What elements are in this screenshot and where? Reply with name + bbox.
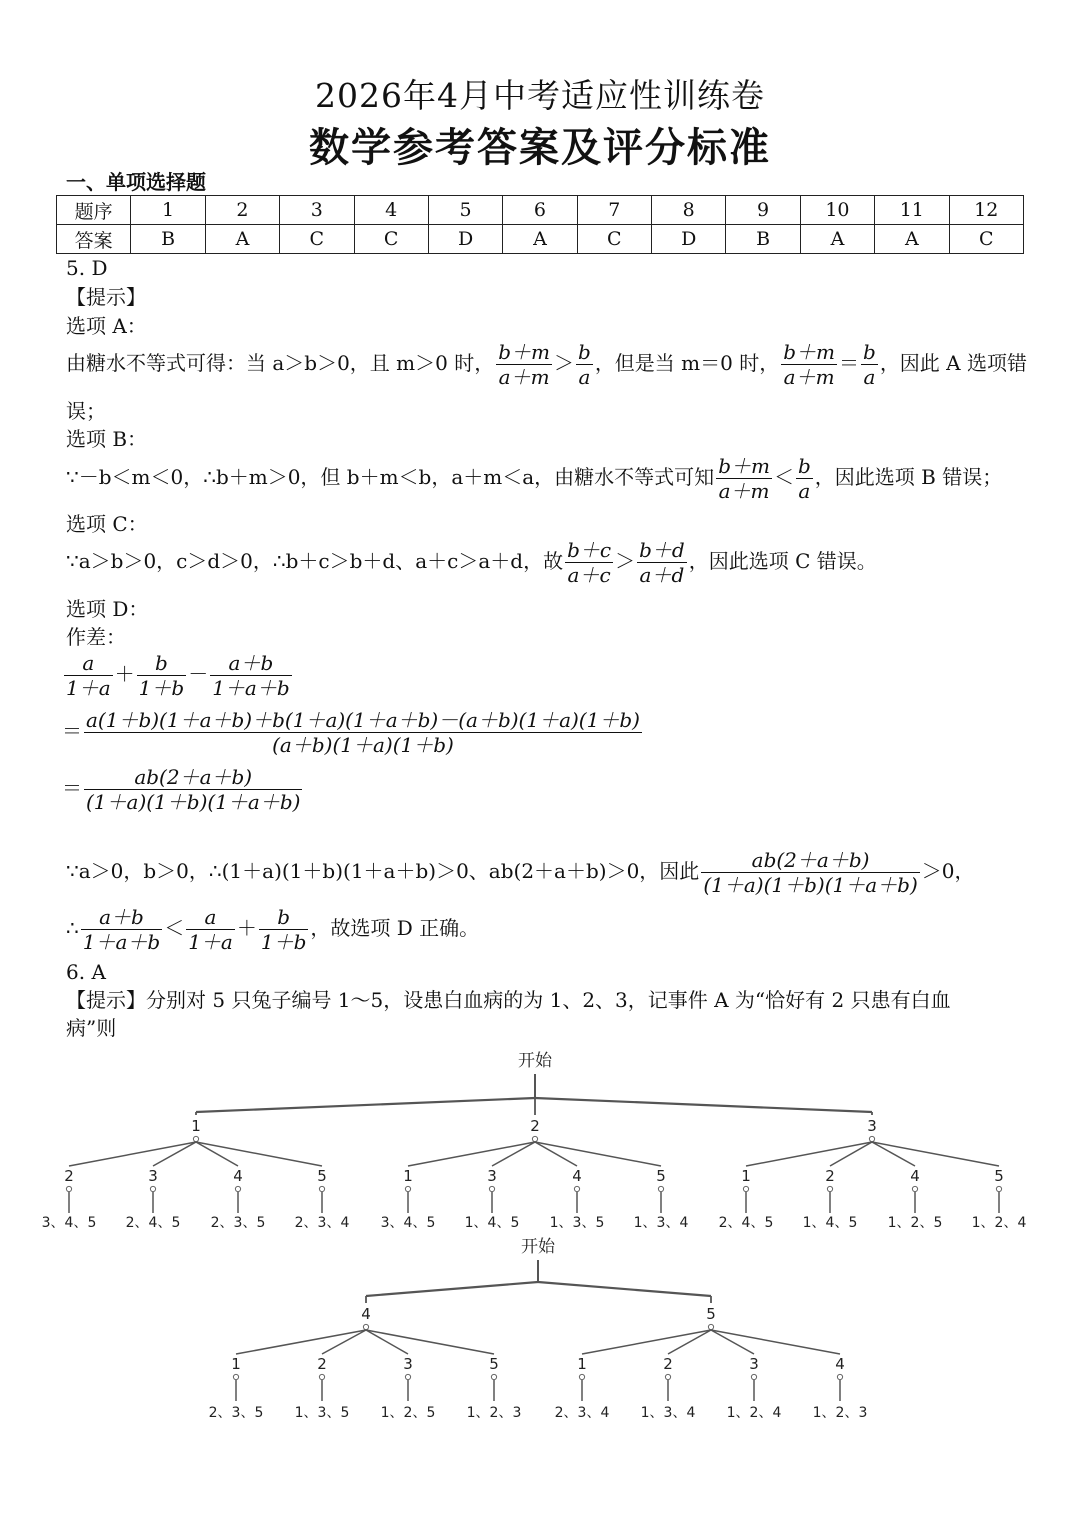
fraction-denominator: (1＋a)(1＋b)(1＋a＋b) (86, 790, 301, 814)
option-b-text: ∵－b＜m＜0，∴b＋m＞0，但 b＋m＜b，a＋m＜a，由糖水不等式可知 (66, 465, 715, 489)
operator: ＞ (615, 549, 636, 573)
difference-label: 作差： (66, 625, 126, 649)
fraction-denominator: 1＋a (66, 676, 111, 700)
fraction-denominator: a＋m (498, 365, 550, 389)
answer-table (56, 195, 1024, 254)
fraction-denominator: (a＋b)(1＋a)(1＋b) (272, 733, 454, 757)
tree-branch (535, 1142, 661, 1166)
fraction-numerator: ab(2＋a＋b) (84, 765, 302, 790)
tree-leaf-label: 1、2、3 (812, 1405, 868, 1421)
tree-node-dot (405, 1186, 410, 1191)
fraction (565, 538, 613, 587)
tree-node-dot (532, 1136, 537, 1141)
tree-diagram (0, 1040, 1080, 1440)
tree-leaf-label: 1、2、5 (380, 1405, 436, 1421)
table-row-answers (57, 225, 1024, 254)
fraction-numerator: a (64, 651, 113, 676)
fraction-numerator: a＋b (81, 905, 162, 930)
table-cell: 11 (875, 196, 949, 225)
fraction-denominator: a (798, 479, 811, 503)
tree-node-dot (751, 1374, 756, 1379)
tree-node-dot (235, 1186, 240, 1191)
tree-level2-label: 3 (749, 1355, 759, 1373)
tree-leaf-label: 1、2、3 (466, 1405, 522, 1421)
tree-level2-label: 5 (656, 1167, 666, 1185)
table-cell: 2 (205, 196, 279, 225)
derivation-text: ，故选项 D 正确。 (310, 916, 480, 940)
fraction (210, 651, 291, 700)
table-cell: A (875, 225, 949, 254)
tree-leaf-label: 2、4、5 (125, 1215, 181, 1231)
tree-leaf-label: 2、4、5 (718, 1215, 774, 1231)
tree-node-dot (66, 1186, 71, 1191)
tree-level2-label: 4 (835, 1355, 845, 1373)
tree-level2-label: 3 (403, 1355, 413, 1373)
fraction (701, 848, 919, 897)
fraction-numerator: a＋b (210, 651, 291, 676)
table-cell: C (280, 225, 354, 254)
operator: ＞ (554, 351, 574, 375)
option-c-line (66, 538, 877, 587)
tree-level2-label: 5 (994, 1167, 1004, 1185)
tree-node-dot (837, 1374, 842, 1379)
tree-branch (746, 1142, 872, 1166)
fraction-numerator: a(1＋b)(1＋a＋b)＋b(1＋a)(1＋a＋b)－(a＋b)(1＋a)(1＋b) (86, 708, 640, 732)
table-cell: B (726, 225, 800, 254)
table-cell: 1 (131, 196, 205, 225)
fraction (137, 651, 187, 700)
table-cell: C (577, 225, 651, 254)
fraction (496, 340, 552, 389)
tree-leaf-label: 1、3、5 (294, 1405, 350, 1421)
tree-branch (236, 1330, 366, 1354)
fraction (861, 340, 878, 389)
derivation-line-3 (62, 765, 304, 814)
operator: ＜ (164, 916, 185, 940)
fraction (186, 905, 235, 954)
tree-level2-label: 3 (487, 1167, 497, 1185)
table-cell: 6 (503, 196, 577, 225)
tree-node-dot (319, 1374, 324, 1379)
table-cell: 3 (280, 196, 354, 225)
option-a-text: ，因此 A 选项错 (879, 351, 1027, 375)
tree-node-dot (743, 1186, 748, 1191)
fraction-denominator: 1＋b (260, 930, 307, 954)
q5-heading: 5. D (66, 256, 108, 280)
fraction-numerator: b (797, 454, 811, 478)
fraction-numerator: b (137, 651, 187, 676)
tree-level2-label: 1 (231, 1355, 241, 1373)
tree-leaf-label: 1、2、4 (726, 1405, 782, 1421)
table-cell: C (354, 225, 428, 254)
tree-node-dot (491, 1374, 496, 1379)
option-b-line (66, 454, 1002, 503)
tree-node-dot (193, 1136, 198, 1141)
operator: ＝ (62, 719, 82, 743)
tree-level2-label: 3 (148, 1167, 158, 1185)
derivation-text: ＞0， (921, 859, 975, 883)
tree-branch (366, 1330, 494, 1354)
table-cell: 7 (577, 196, 651, 225)
tree-node-dot (574, 1186, 579, 1191)
fraction-numerator: b (863, 340, 876, 364)
fraction (84, 765, 302, 814)
fraction (64, 651, 113, 700)
table-cell: C (949, 225, 1024, 254)
tree-leaf-label: 2、3、5 (208, 1405, 264, 1421)
fraction (259, 905, 309, 954)
tree-level2-label: 2 (663, 1355, 673, 1373)
operator: ∴ (66, 916, 79, 940)
fraction-numerator: b＋c (567, 538, 612, 562)
option-c-label: 选项 C： (66, 512, 148, 536)
tree-leaf-label: 1、3、5 (549, 1215, 605, 1231)
tree-branch (535, 1098, 872, 1112)
tree-level2-label: 4 (910, 1167, 920, 1185)
option-a-wrap: 误； (66, 399, 106, 423)
table-cell: B (131, 225, 205, 254)
table-row-numbers (57, 196, 1024, 225)
option-d-label: 选项 D： (66, 597, 149, 621)
option-a-text: ，但是当 m＝0 时， (594, 351, 780, 375)
tree-leaf-label: 2、3、4 (294, 1215, 350, 1231)
fraction (576, 340, 593, 389)
tree-node-dot (912, 1186, 917, 1191)
table-cell: D (652, 225, 726, 254)
fraction (716, 454, 772, 503)
fraction-denominator: a＋d (639, 563, 685, 587)
tree-node-dot (405, 1374, 410, 1379)
tree-level2-label: 5 (489, 1355, 499, 1373)
fraction-denominator: a＋c (567, 563, 611, 587)
q6-hint-line1: 【提示】分别对 5 只兔子编号 1～5，设患白血病的为 1、2、3，记事件 A 为“恰好有 2 只患有白血 (66, 988, 951, 1012)
table-cell: D (428, 225, 502, 254)
option-b-text: ，因此选项 B 错误； (814, 465, 1003, 489)
fraction-numerator: b (578, 340, 591, 364)
derivation-line-1 (62, 651, 294, 700)
tree-node-dot (708, 1324, 713, 1329)
tree-leaf-label: 1、2、5 (887, 1215, 943, 1231)
derivation-line-5 (66, 905, 479, 954)
tree-node-dot (579, 1374, 584, 1379)
table-header-cell: 答案 (57, 225, 131, 254)
tree-node-dot (869, 1136, 874, 1141)
tree-root-label: 开始 (518, 1051, 552, 1071)
fraction (796, 454, 813, 503)
fraction-numerator: b＋d (639, 538, 685, 562)
option-c-text: ∵a＞b＞0，c＞d＞0，∴b＋c＞b＋d、a＋c＞a＋d，故 (66, 549, 564, 573)
tree-node-dot (658, 1186, 663, 1191)
fraction-denominator: a (578, 365, 591, 389)
fraction-denominator: 1＋a＋b (212, 676, 290, 700)
tree-branch (408, 1142, 535, 1166)
q6-heading: 6. A (66, 960, 106, 984)
tree-branch (69, 1142, 196, 1166)
tree-node-dot (489, 1186, 494, 1191)
option-b-label: 选项 B： (66, 427, 148, 451)
title-line1: 2026年4月中考适应性训练卷 (315, 76, 765, 115)
table-cell: 4 (354, 196, 428, 225)
tree-level2-label: 1 (577, 1355, 587, 1373)
fraction (781, 340, 837, 389)
tree-node-dot (150, 1186, 155, 1191)
tree-node-dot (233, 1374, 238, 1379)
tree-node-dot (827, 1186, 832, 1191)
tree-level2-label: 2 (64, 1167, 74, 1185)
tree-branch (872, 1142, 999, 1166)
derivation-line-2 (62, 708, 644, 757)
operator: ＜ (773, 465, 794, 489)
tree-node-dot (996, 1186, 1001, 1191)
option-a-label: 选项 A： (66, 314, 147, 338)
operator: ＋ (236, 916, 257, 940)
tree-node-dot (665, 1374, 670, 1379)
q6-hint-line2: 病”则 (66, 1016, 117, 1040)
table-header-cell: 题序 (57, 196, 131, 225)
tree-branch (366, 1282, 538, 1296)
fraction-numerator: a (186, 905, 235, 930)
tree-level2-label: 1 (403, 1167, 413, 1185)
tree-branch (582, 1330, 711, 1354)
tree-node-dot (363, 1324, 368, 1329)
tree-leaf-label: 2、3、5 (210, 1215, 266, 1231)
fraction-numerator: ab(2＋a＋b) (701, 848, 919, 873)
tree-level2-label: 2 (825, 1167, 835, 1185)
tree-branch (711, 1330, 840, 1354)
option-a-line (66, 340, 1027, 389)
fraction-numerator: b＋m (718, 454, 770, 478)
derivation-line-4 (66, 848, 975, 897)
tree-level2-label: 4 (572, 1167, 582, 1185)
derivation-text: ∵a＞0，b＞0，∴(1＋a)(1＋b)(1＋a＋b)＞0、ab(2＋a＋b)＞0，因此 (66, 859, 700, 883)
section-heading: 一、单项选择题 (66, 170, 206, 194)
fraction (84, 708, 642, 757)
tree-leaf-label: 3、4、5 (41, 1215, 97, 1231)
fraction-denominator: 1＋a (188, 930, 233, 954)
table-cell: 10 (800, 196, 874, 225)
fraction (81, 905, 162, 954)
operator: － (188, 662, 209, 686)
table-cell: 5 (428, 196, 502, 225)
tree-leaf-label: 1、3、4 (640, 1405, 696, 1421)
tree-level1-label: 4 (361, 1305, 371, 1323)
tree-level1-label: 5 (706, 1305, 716, 1323)
tree-node-dot (319, 1186, 324, 1191)
tree-leaf-label: 1、4、5 (464, 1215, 520, 1231)
tree-branch (196, 1098, 535, 1112)
tree-level1-label: 2 (530, 1117, 540, 1135)
tree-level2-label: 4 (233, 1167, 243, 1185)
q5-hint-label: 【提示】 (66, 285, 146, 309)
fraction-numerator: b＋m (783, 340, 835, 364)
table-cell: A (205, 225, 279, 254)
operator: ＝ (839, 351, 859, 375)
table-cell: 12 (949, 196, 1024, 225)
table-cell: A (800, 225, 874, 254)
operator: ＝ (62, 776, 82, 800)
fraction-denominator: a＋m (783, 365, 835, 389)
fraction-denominator: 1＋b (138, 676, 185, 700)
fraction-denominator: a＋m (718, 479, 770, 503)
tree-level2-label: 5 (317, 1167, 327, 1185)
title-line2: 数学参考答案及评分标准 (309, 125, 771, 171)
fraction-numerator: b (259, 905, 309, 930)
tree-level2-label: 1 (741, 1167, 751, 1185)
tree-leaf-label: 1、3、4 (633, 1215, 689, 1231)
option-c-text: ，因此选项 C 错误。 (688, 549, 877, 573)
operator: ＋ (114, 662, 135, 686)
fraction (637, 538, 687, 587)
tree-leaf-label: 1、4、5 (802, 1215, 858, 1231)
fraction-denominator: (1＋a)(1＋b)(1＋a＋b) (703, 873, 918, 897)
tree-level2-label: 2 (317, 1355, 327, 1373)
fraction-numerator: b＋m (498, 340, 550, 364)
tree-level1-label: 3 (867, 1117, 877, 1135)
table-cell: 8 (652, 196, 726, 225)
table-cell: A (503, 225, 577, 254)
table-cell: 9 (726, 196, 800, 225)
option-a-text: 由糖水不等式可得：当 a＞b＞0，且 m＞0 时， (66, 351, 495, 375)
tree-level1-label: 1 (191, 1117, 201, 1135)
tree-root-label: 开始 (521, 1237, 555, 1257)
tree-leaf-label: 2、3、4 (554, 1405, 610, 1421)
tree-branch (538, 1282, 711, 1296)
tree-leaf-label: 3、4、5 (380, 1215, 436, 1231)
fraction-denominator: 1＋a＋b (82, 930, 161, 954)
tree-leaf-label: 1、2、4 (971, 1215, 1027, 1231)
tree-branch (196, 1142, 322, 1166)
fraction-denominator: a (863, 365, 876, 389)
